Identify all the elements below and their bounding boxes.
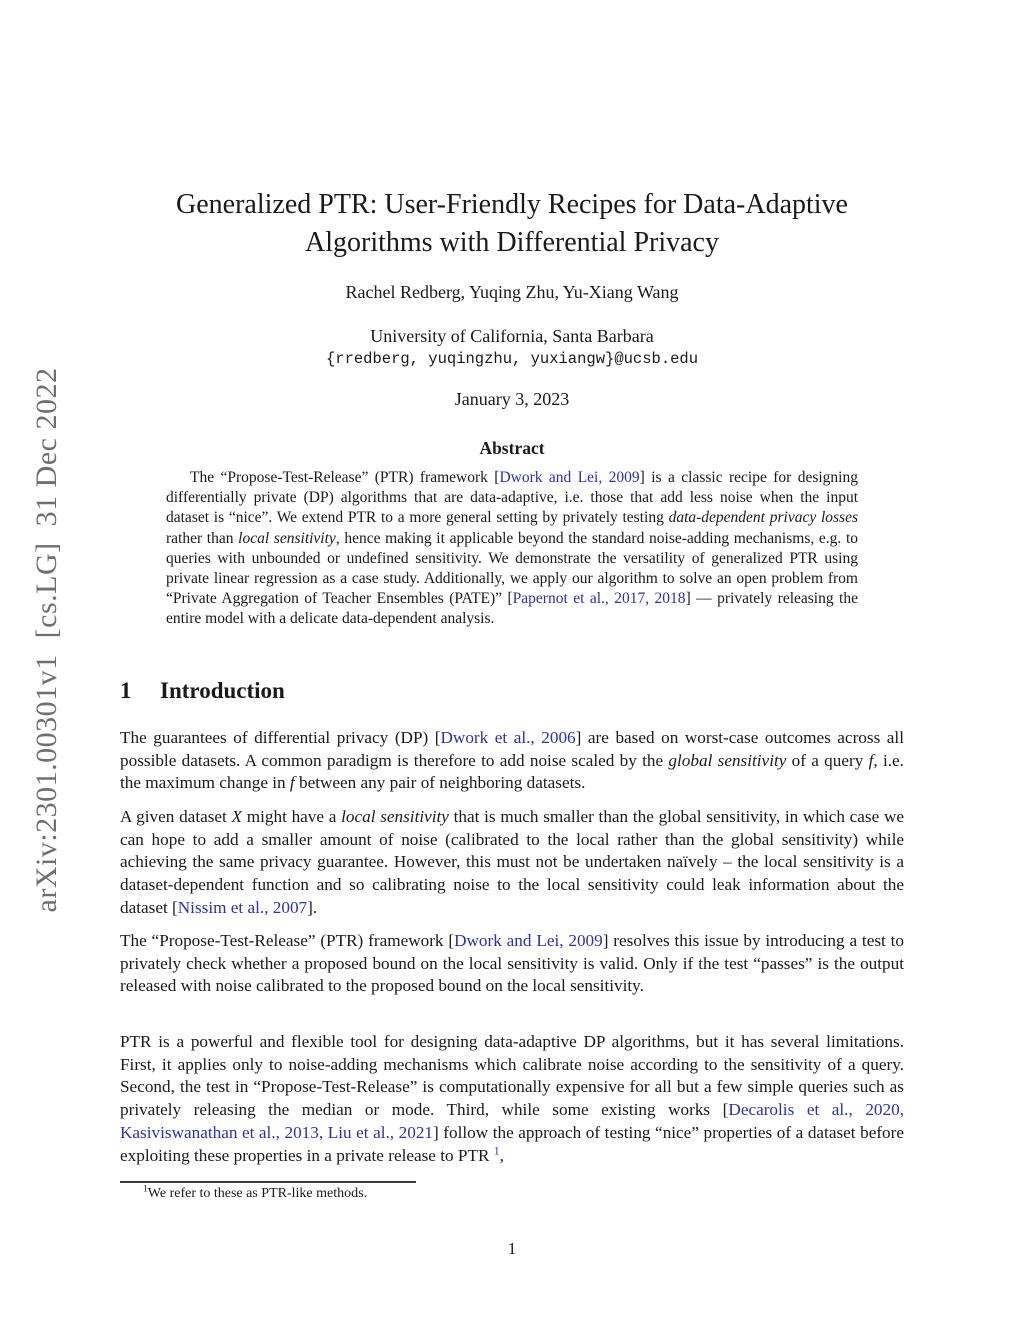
footnote-rule xyxy=(120,1181,416,1183)
citation-link[interactable]: Dwork and Lei, 2009 xyxy=(499,469,640,486)
text-segment: f xyxy=(289,773,295,793)
footnote-marker: 1 xyxy=(143,1184,148,1195)
text-segment: The “Propose-Test-Release” (PTR) framework [ xyxy=(120,931,455,950)
text-segment: , hence making it applicable beyond the standard noise-adding mechanisms, e.g. to queries with unbounded or undefined sensitivity. We demonstrate the versatility of generalized PTR using private linear regression as a case study. Additionally, we apply our algorithm to solve an open problem from “Private Aggregation of Teacher Ensembles (PATE)” [ xyxy=(166,529,858,608)
affiliation: University of California, Santa Barbara xyxy=(370,326,654,346)
citation-link[interactable]: Dwork and Lei, 2009 xyxy=(454,931,603,950)
section-title: Introduction xyxy=(160,678,285,703)
text-segment: that is much smaller than the global sensitivity, in which case we can hope to add a smaller amount of noise (calibrated to the local rather than the global sensitivity) while achieving the same privacy guarantee. However, this must not be undertaken naïvely – the local sensitivity is a dataset-dependent function and so calibrating noise to the local sensitivity could leak information about the dataset [ xyxy=(120,807,904,917)
footnote-text: We refer to these as PTR-like methods. xyxy=(147,1186,368,1201)
abstract-heading: Abstract xyxy=(479,438,545,458)
text-segment: The “Propose-Test-Release” (PTR) framework [ xyxy=(190,469,500,486)
text-segment: ] — privately releasing the entire model with a delicate data-dependent analysis. xyxy=(166,590,858,628)
text-segment: X xyxy=(231,807,243,826)
intro-paragraph-1 xyxy=(120,727,904,795)
section-number: 1 xyxy=(120,678,132,703)
citation-link[interactable]: Dwork et al., 2006 xyxy=(440,728,576,747)
page-number: 1 xyxy=(507,1239,517,1258)
text-segment: ] follow the approach of testing “nice” properties of a dataset before exploiting these properties in a private release to PTR xyxy=(120,1122,904,1165)
text-segment: PTR is a powerful and flexible tool for designing data-adaptive DP algorithms, but it has several limitations. First, it applies only to noise-adding mechanisms which calibrate noise according to the sensitivity of a query. Second, the test in “Propose-Test-Release” is computationally expensive for all but a few simple queries such as privately releasing the median or mode. Third, while some existing works [ xyxy=(120,1032,904,1120)
footnote-ref-link[interactable]: 1 xyxy=(493,1143,500,1157)
author-emails: {rredberg, yuqingzhu, yuxiangw}@ucsb.edu xyxy=(325,350,699,368)
intro-paragraph-4 xyxy=(120,1031,904,1167)
text-segment: ] is a classic recipe for designing differentially private (DP) algorithms that are data-adaptive, i.e. those that add less noise when the input dataset is “nice”. We extend PTR to a more general setting by privately testing xyxy=(166,469,858,527)
text-segment: global sensitivity xyxy=(668,750,787,770)
section-heading-introduction xyxy=(120,678,285,704)
footnote xyxy=(120,1186,904,1202)
affiliation-block xyxy=(0,325,1024,371)
text-segment: data-dependent privacy losses xyxy=(668,509,858,527)
paper-title-line1: Generalized PTR: User-Friendly Recipes for Data-Adaptive xyxy=(176,189,848,220)
text-segment: ] resolves this issue by introducing a test to privately check whether a proposed bound on the local sensitivity is valid. Only if the test “passes” is the output released with noise calibrated to the proposed bound on the local sensitivity. xyxy=(120,931,905,996)
abstract-body xyxy=(166,468,858,630)
text-segment: A given dataset xyxy=(120,807,232,826)
citation-link[interactable]: Nissim et al., 2007 xyxy=(177,897,308,917)
author-list: Rachel Redberg, Yuqing Zhu, Yu-Xiang Wang xyxy=(345,282,679,302)
text-segment: , xyxy=(499,1145,504,1165)
text-segment: ] are based on worst-case outcomes across all possible datasets. A common paradigm is therefore to add noise scaled by the xyxy=(120,728,904,770)
text-segment: might have a xyxy=(242,807,342,826)
text-segment: local sensitivity xyxy=(341,807,449,826)
paper-title-line2: Algorithms with Differential Privacy xyxy=(305,227,719,258)
text-segment: f xyxy=(868,750,874,770)
text-segment: between any pair of neighboring datasets. xyxy=(294,773,586,793)
arxiv-stamp: arXiv:2301.00301v1 [cs.LG] 31 Dec 2022 xyxy=(30,367,63,913)
text-segment: The guarantees of differential privacy (DP) [ xyxy=(120,728,441,747)
text-segment: local sensitivity xyxy=(238,529,336,547)
citation-link[interactable]: Decarolis et al., 2020, Kasiviswanathan et al., 2013, Liu et al., 2021 xyxy=(120,1100,904,1142)
paper-title xyxy=(0,186,1024,262)
text-segment: , i.e. the maximum change in xyxy=(120,750,904,793)
intro-paragraph-2 xyxy=(120,806,904,920)
text-segment: ]. xyxy=(307,897,318,917)
text-segment: of a query xyxy=(786,750,869,770)
text-segment: rather than xyxy=(166,529,239,547)
paper-date: January 3, 2023 xyxy=(454,389,570,409)
citation-link[interactable]: Papernot et al., 2017, 2018 xyxy=(512,590,686,608)
intro-paragraph-3 xyxy=(120,930,904,998)
